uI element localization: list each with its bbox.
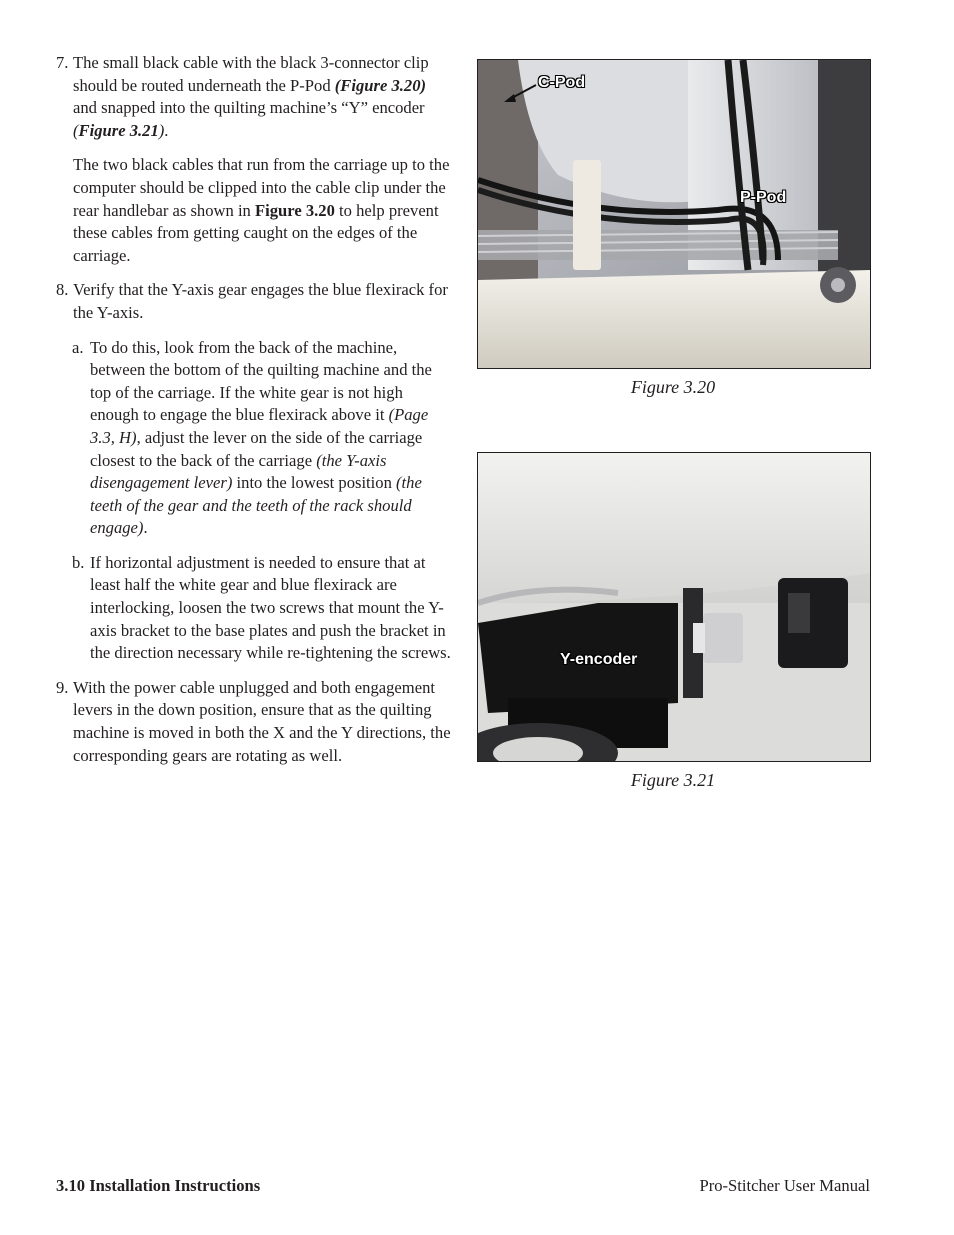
instructions-column xyxy=(56,52,452,779)
p-pod-label: P-Pod xyxy=(740,189,787,206)
substep-letter: a. xyxy=(72,337,84,357)
y-encoder-label: Y-encoder xyxy=(560,651,638,668)
figure-reference: Figure 3.21 xyxy=(78,120,159,140)
step-text: With the power cable unplugged and both engagement levers in the down position, ensure that as the quilting machine is moved in both the X and the Y directions, the corresponding gears are rotating as well. xyxy=(73,677,451,765)
paragraph-text: to help prevent these cables from getting caught on the edges of the carriage. xyxy=(73,200,439,265)
figure-reference: (Figure 3.20) xyxy=(334,75,427,95)
c-pod-label: C-Pod xyxy=(538,74,586,91)
footer-manual-title: Pro-Stitcher User Manual xyxy=(699,1176,870,1195)
step-text: . xyxy=(164,120,169,140)
step-8a xyxy=(56,337,452,540)
substep-letter: b. xyxy=(72,552,85,572)
page-reference: (Page 3.3, H) xyxy=(90,405,429,447)
footer-section-title: 3.10 Installation Instructions xyxy=(56,1176,261,1195)
substep-text: into the lowest position xyxy=(232,473,397,493)
step-8b xyxy=(56,552,452,665)
figure-3-21-caption: Figure 3.21 xyxy=(630,770,716,790)
teeth-note: (the teeth of the gear and the teeth of the rack should engage) xyxy=(90,473,422,538)
substep-text: If horizontal adjustment is needed to ensure that at least half the white gear and blue flexirack are interlocking, loosen the two screws that mount the Y-axis bracket to the base plates and push the bracket in the direction necessary while re-tightening the screws. xyxy=(90,552,451,663)
step-number: 9. xyxy=(56,677,69,697)
step-number: 7. xyxy=(56,53,69,72)
step-7 xyxy=(56,52,452,142)
step-9 xyxy=(56,677,452,767)
step-text: The small black cable with the black 3-connector clip should be routed underneath the P-Pod xyxy=(73,53,429,95)
step-7-paragraph xyxy=(56,154,452,267)
paragraph-text: The two black cables that run from the carriage up to the computer should be clipped into the cable clip under the rear handlebar as shown in xyxy=(73,155,450,220)
step-8 xyxy=(56,279,452,324)
substep-text: To do this, look from the back of the machine, between the bottom of the quilting machine and the top of the carriage. If the white gear is not high enough to engage the blue flexirack above it xyxy=(90,337,432,425)
step-text: Verify that the Y-axis gear engages the blue flexirack for the Y-axis. xyxy=(73,280,448,322)
figure-3-20-photo xyxy=(477,59,871,369)
figure-3-20-caption: Figure 3.20 xyxy=(630,377,716,397)
figure-reference-open: ( xyxy=(73,120,79,140)
lever-note: (the Y-axis disengagement lever) xyxy=(90,450,387,493)
figure-reference-close: ) xyxy=(158,120,165,140)
step-number: 8. xyxy=(56,280,69,300)
substep-text: , adjust the lever on the side of the carriage closest to the back of the carriage xyxy=(90,427,423,470)
step-text: and snapped into the quilting machine’s “Y” encoder xyxy=(73,98,425,118)
substep-text: . xyxy=(143,518,148,538)
figure-3-21-photo xyxy=(477,452,871,762)
figure-reference: Figure 3.20 xyxy=(255,200,335,220)
